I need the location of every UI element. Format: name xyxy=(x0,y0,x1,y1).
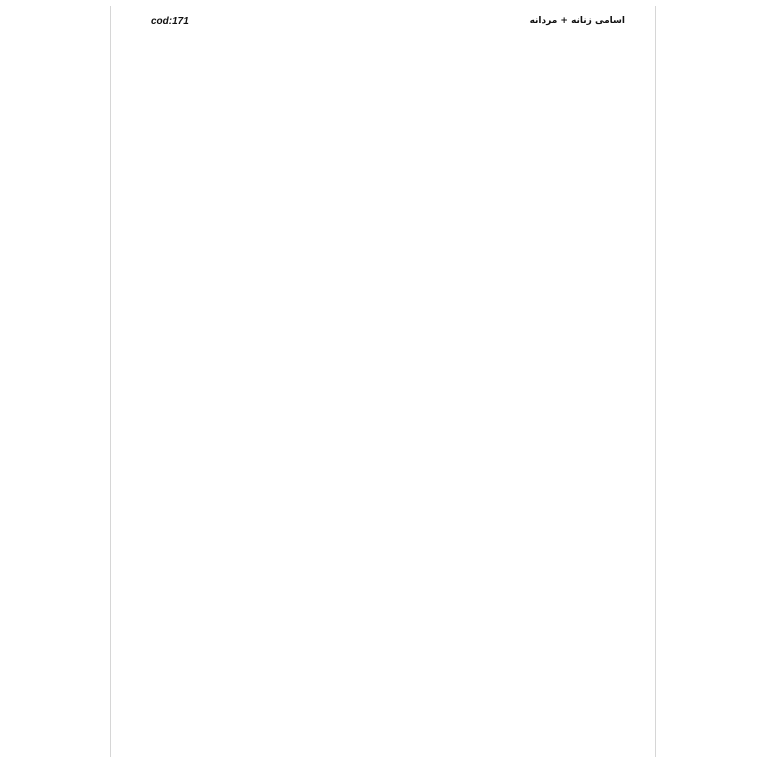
names-line xyxy=(119,265,647,306)
names-line xyxy=(119,429,647,470)
names-line xyxy=(119,634,647,675)
names-line xyxy=(119,224,647,265)
names-list xyxy=(119,60,647,675)
names-line xyxy=(119,511,647,552)
names-line xyxy=(119,60,647,101)
names-line xyxy=(119,470,647,511)
names-line xyxy=(119,347,647,388)
names-line xyxy=(119,101,647,142)
names-line xyxy=(119,593,647,634)
names-line xyxy=(119,306,647,347)
document-page xyxy=(110,6,656,757)
names-line xyxy=(119,142,647,183)
document-code: cod:171 xyxy=(151,16,189,27)
names-line xyxy=(119,183,647,224)
document-title: اسامی زنانه + مردانه xyxy=(529,16,625,26)
page-header xyxy=(151,16,625,32)
names-line xyxy=(119,388,647,429)
names-line xyxy=(119,552,647,593)
